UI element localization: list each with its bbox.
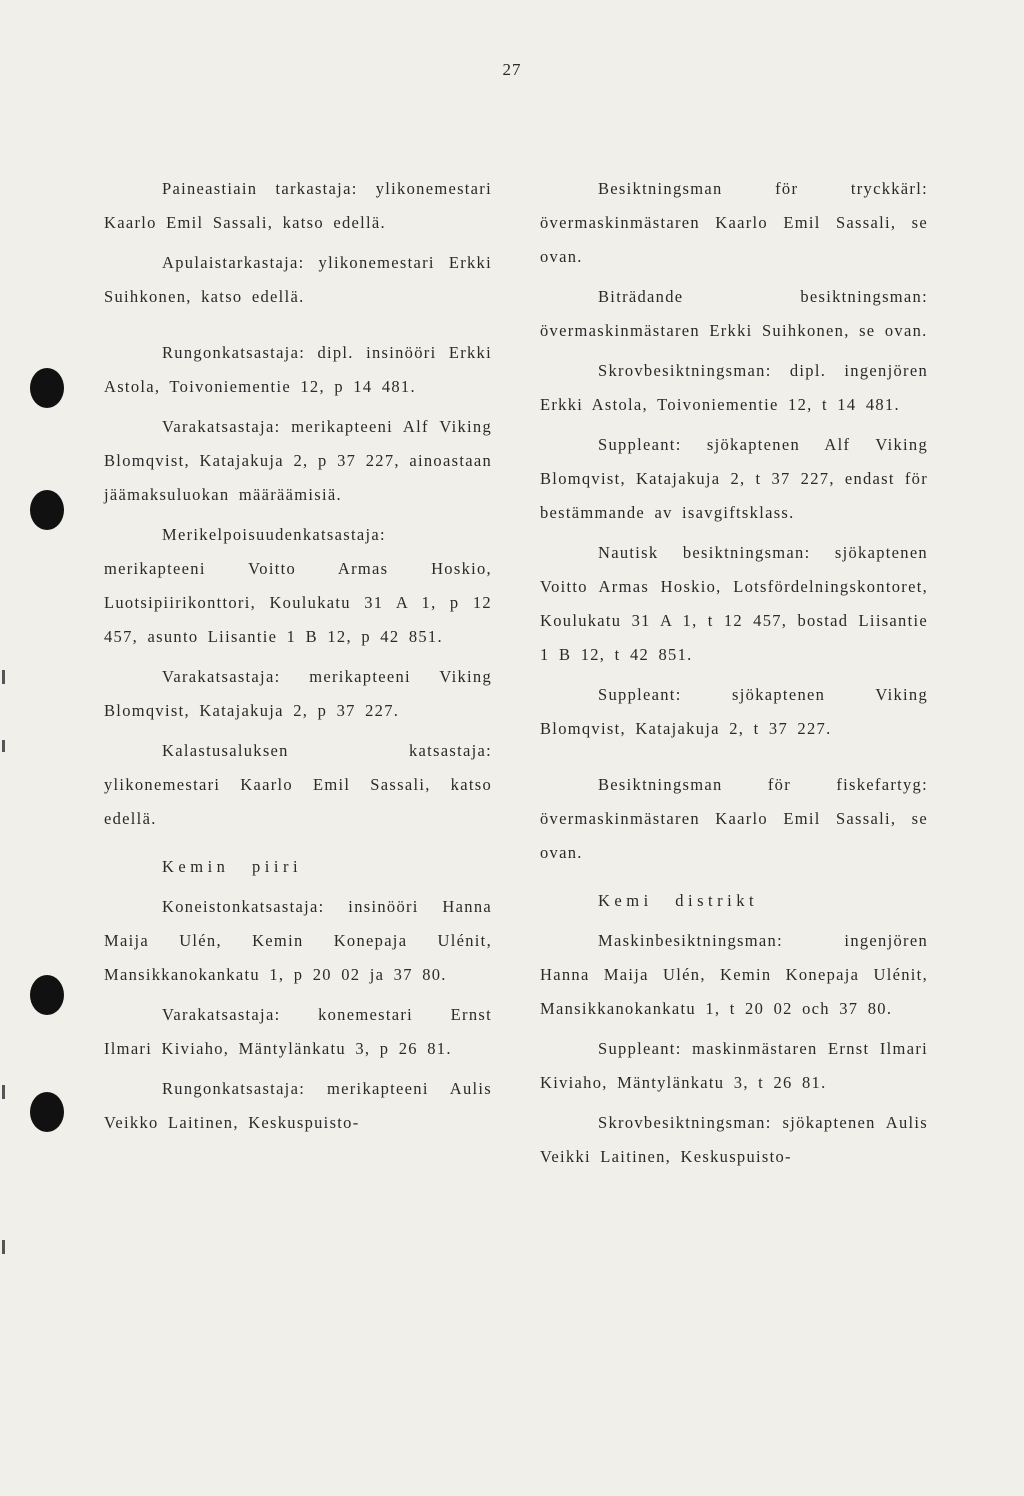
finnish-column xyxy=(104,172,492,1146)
binder-hole xyxy=(30,368,64,408)
edge-mark xyxy=(2,1085,5,1099)
paragraph: Merikelpoisuudenkatsastaja: merikapteeni Voitto Armas Hoskio, Luotsipiirikonttori, Koulukatu 31 A 1, p 12 457, asunto Liisantie 1 B 12, p 42 851. xyxy=(104,525,492,646)
paragraph: Varakatsastaja: merikapteeni Viking Blomqvist, Katajakuja 2, p 37 227. xyxy=(104,667,492,720)
paragraph: Suppleant: maskinmästaren Ernst Ilmari Kiviaho, Mäntylänkatu 3, t 26 81. xyxy=(540,1039,928,1092)
section-heading: Kemin piiri xyxy=(162,857,303,876)
paragraph: Paineastiain tarkastaja: ylikonemestari Kaarlo Emil Sassali, katso edellä. xyxy=(104,179,492,232)
paragraph: Biträdande besiktningsman: övermaskinmästaren Erkki Suihkonen, se ovan. xyxy=(540,287,928,340)
paragraph: Koneistonkatsastaja: insinööri Hanna Maija Ulén, Kemin Konepaja Ulénit, Mansikkanokankatu 1, p 20 02 ja 37 80. xyxy=(104,897,492,984)
page-number: 27 xyxy=(502,60,522,79)
edge-mark xyxy=(2,740,5,752)
edge-mark xyxy=(2,1240,5,1254)
paragraph: Varakatsastaja: merikapteeni Alf Viking Blomqvist, Katajakuja 2, p 37 227, ainoastaan jäämaksuluokan määräämisiä. xyxy=(104,417,492,504)
paragraph: Nautisk besiktningsman: sjökaptenen Voitto Armas Hoskio, Lotsfördelningskontoret, Koulukatu 31 A 1, t 12 457, bostad Liisantie 1 B 12, t 42 851. xyxy=(540,543,928,664)
paragraph: Apulaistarkastaja: ylikonemestari Erkki Suihkonen, katso edellä. xyxy=(104,253,492,306)
binder-hole xyxy=(30,975,64,1015)
paragraph: Rungonkatsastaja: merikapteeni Aulis Veikko Laitinen, Keskuspuisto- xyxy=(104,1079,492,1132)
paragraph: Besiktningsman för fiskefartyg: övermaskinmästaren Kaarlo Emil Sassali, se ovan. xyxy=(540,775,928,862)
paragraph: Maskinbesiktningsman: ingenjören Hanna Maija Ulén, Kemin Konepaja Ulénit, Mansikkanokankatu 1, t 20 02 och 37 80. xyxy=(540,931,928,1018)
swedish-column xyxy=(540,172,928,1180)
edge-mark xyxy=(2,670,5,684)
paragraph: Varakatsastaja: konemestari Ernst Ilmari Kiviaho, Mäntylänkatu 3, p 26 81. xyxy=(104,1005,492,1058)
paragraph: Rungonkatsastaja: dipl. insinööri Erkki Astola, Toivoniementie 12, p 14 481. xyxy=(104,343,492,396)
paragraph: Skrovbesiktningsman: dipl. ingenjören Erkki Astola, Toivoniementie 12, t 14 481. xyxy=(540,361,928,414)
paragraph: Suppleant: sjökaptenen Viking Blomqvist, Katajakuja 2, t 37 227. xyxy=(540,685,928,738)
binder-hole xyxy=(30,490,64,530)
section-heading: Kemi distrikt xyxy=(598,891,759,910)
paragraph: Kalastusaluksen katsastaja: ylikonemestari Kaarlo Emil Sassali, katso edellä. xyxy=(104,741,492,828)
paragraph: Suppleant: sjökaptenen Alf Viking Blomqvist, Katajakuja 2, t 37 227, endast för bestämmande av isavgiftsklass. xyxy=(540,435,928,522)
binder-hole xyxy=(30,1092,64,1132)
paragraph: Skrovbesiktningsman: sjökaptenen Aulis Veikki Laitinen, Keskuspuisto- xyxy=(540,1113,928,1166)
paragraph: Besiktningsman för tryckkärl: övermaskinmästaren Kaarlo Emil Sassali, se ovan. xyxy=(540,179,928,266)
